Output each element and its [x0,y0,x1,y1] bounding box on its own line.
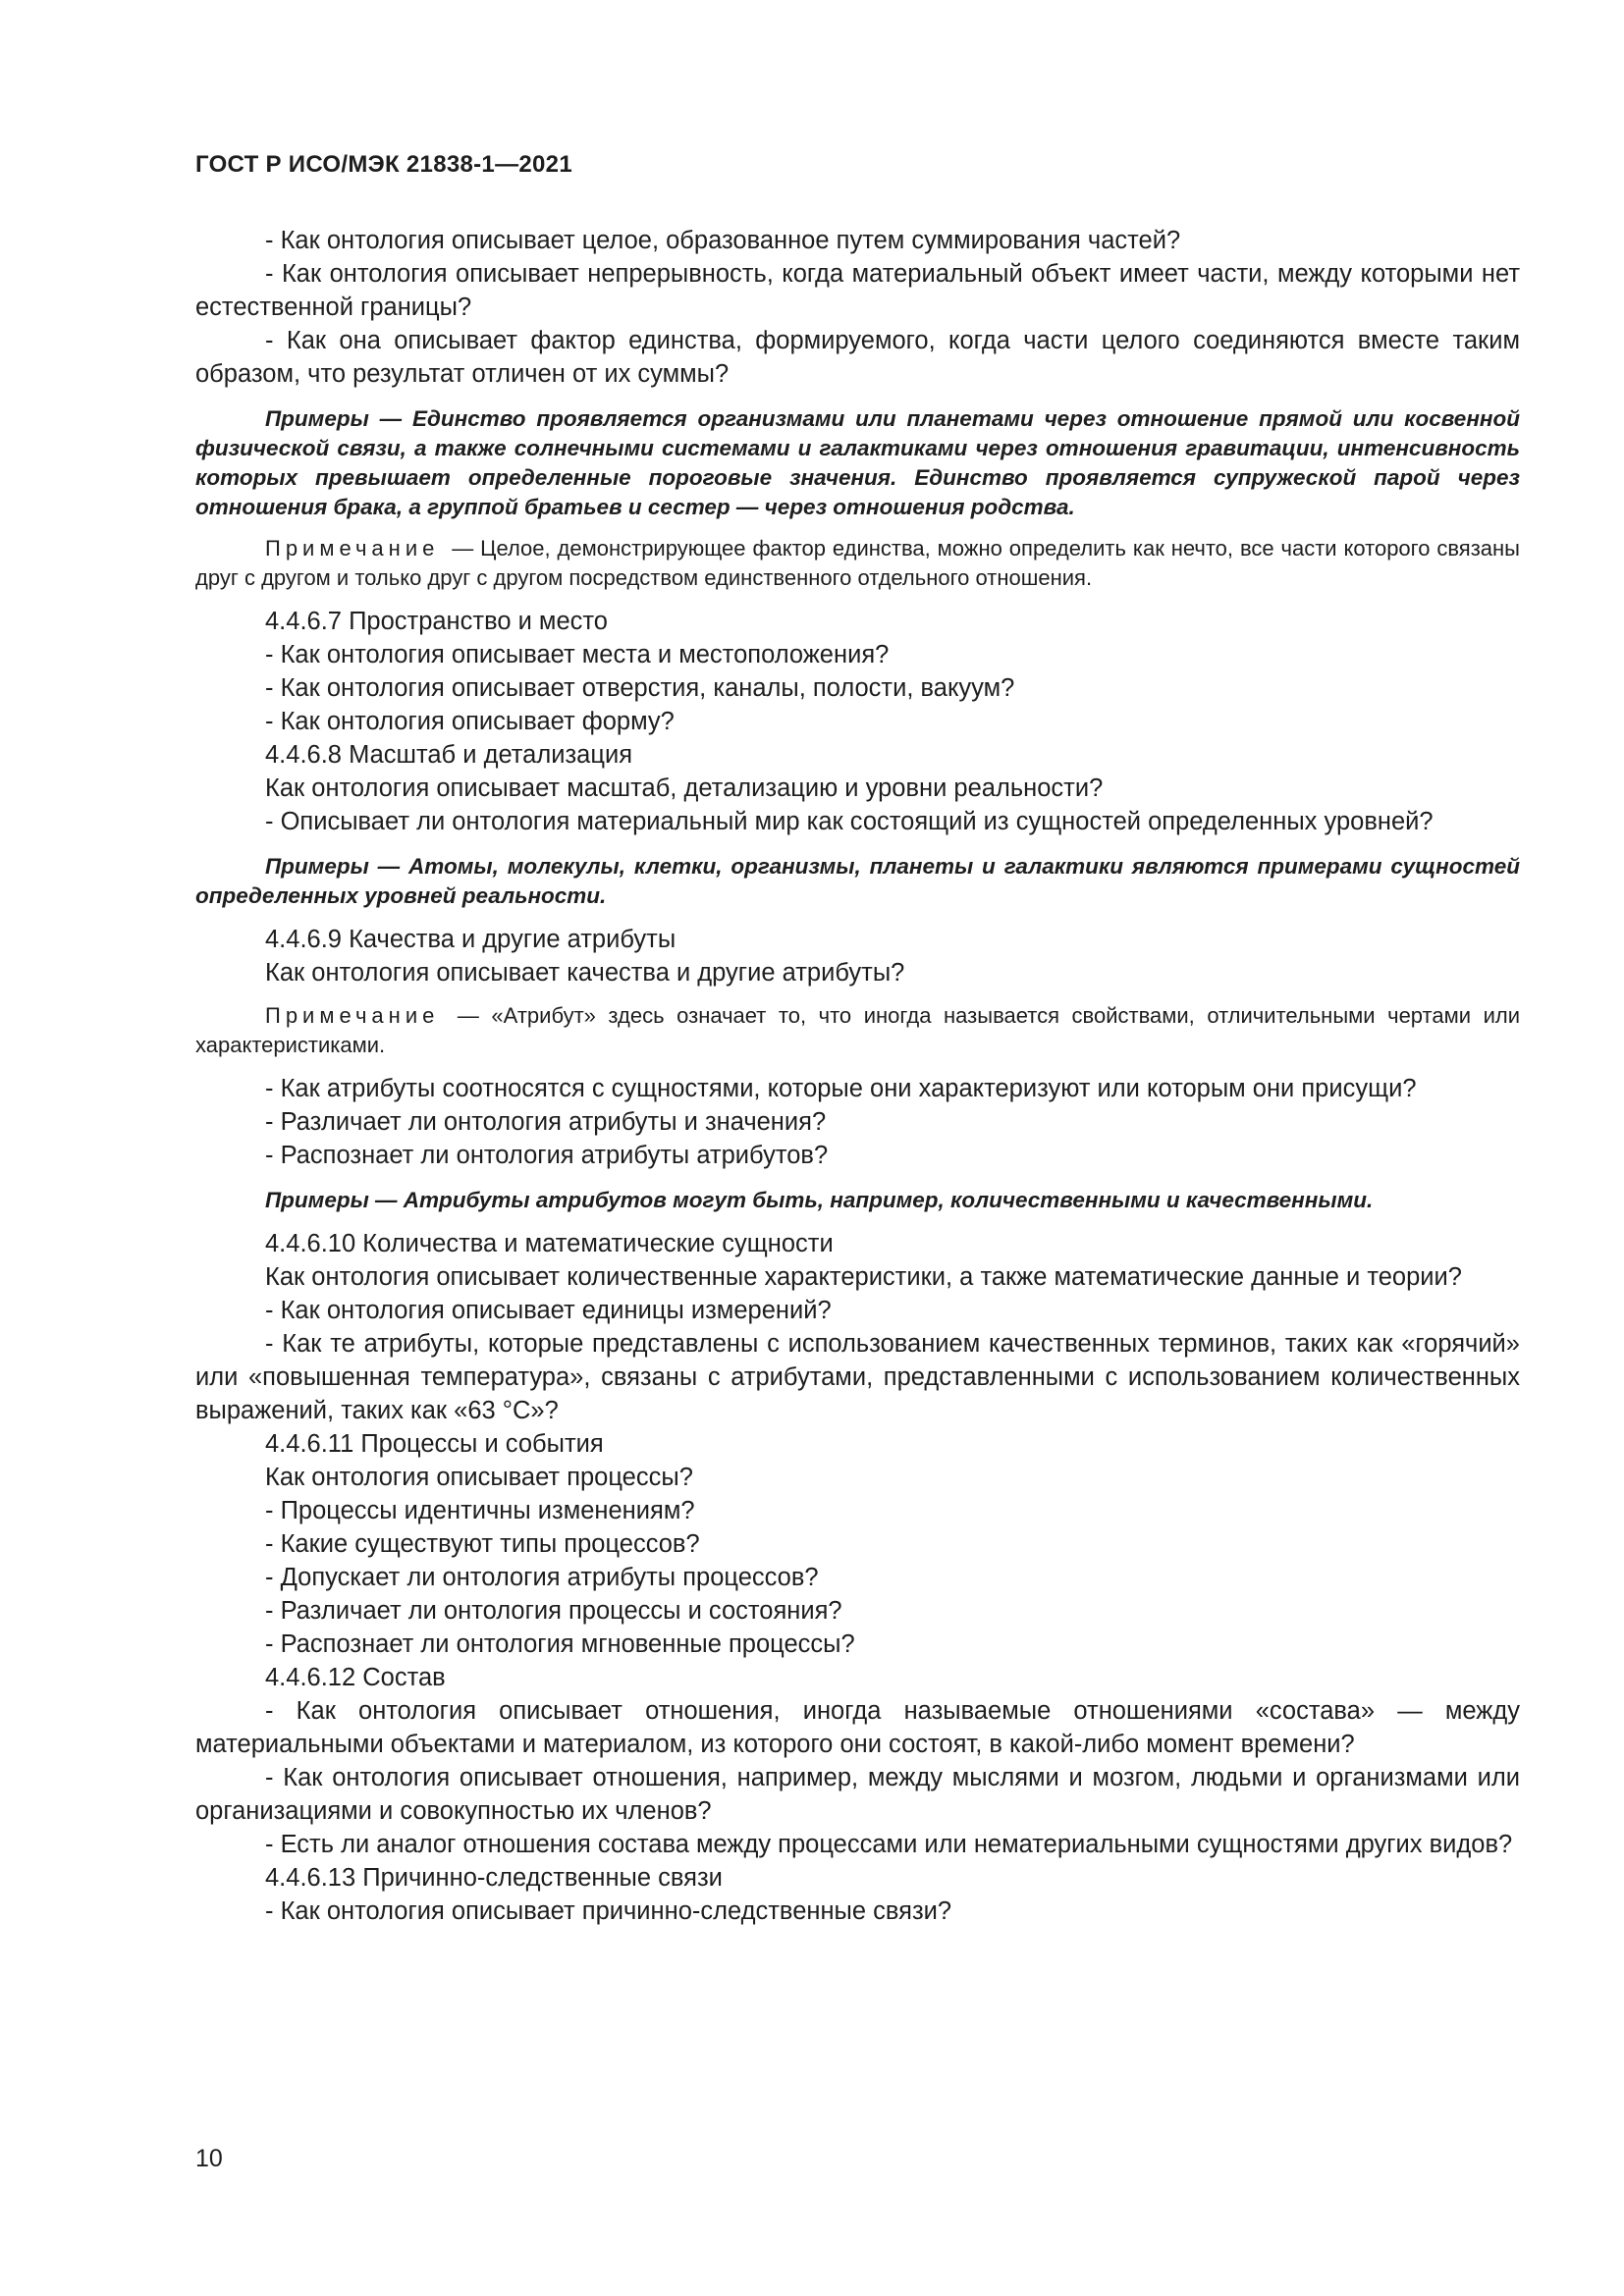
note-label: Примечание [265,1003,440,1028]
example-block: Примеры — Единство проявляется организмами или планетами через отношение прямой или косвенной физической связи, а также солнечными системами и галактиками через отношения гравитации, интенсивность которых превышает определенные пороговые значения. Единство проявляется супружеской парой через отношения брака, а группой братьев и сестер — через отношения родства. [195,406,1520,519]
bullet-item: - Как онтология описывает целое, образованное путем суммирования частей? [265,227,1181,254]
bullet-item: - Как онтология описывает места и местоположения? [265,641,890,668]
section-heading: 4.4.6.12 Состав [265,1664,446,1691]
bullet-item: - Как онтология описывает причинно-следственные связи? [265,1897,952,1925]
section-heading: 4.4.6.10 Количества и математические сущности [265,1230,834,1257]
document-header: ГОСТ Р ИСО/МЭК 21838-1—2021 [195,151,572,178]
bullet-item: - Как онтология описывает единицы измерений? [265,1297,832,1324]
example-block: Примеры — Атомы, молекулы, клетки, организмы, планеты и галактики являются примерами сущностей определенных уровней реальности. [195,854,1520,908]
bullet-item: - Как онтология описывает отверстия, каналы, полости, вакуум? [265,674,1015,702]
example-block: Примеры — Атрибуты атрибутов могут быть, например, количественными и качественными. [265,1188,1374,1212]
section-heading: 4.4.6.8 Масштаб и детализация [265,741,633,769]
bullet-item: - Как онтология описывает отношения, например, между мыслями и мозгом, людьми и организмами или организациями и совокупностью их членов? [195,1764,1520,1825]
page-number: 10 [195,2145,223,2172]
bullet-item: - Процессы идентичны изменениям? [265,1497,695,1524]
bullet-item: - Как она описывает фактор единства, формируемого, когда части целого соединяются вместе таким образом, что результат отличен от их суммы? [195,327,1520,388]
bullet-item: - Допускает ли онтология атрибуты процессов? [265,1564,819,1591]
bullet-item: - Есть ли аналог отношения состава между процессами или нематериальными сущностями других видов? [265,1831,1513,1858]
bullet-item: - Различает ли онтология процессы и состояния? [265,1597,842,1625]
note-text: — «Атрибут» здесь означает то, что иногда называется свойствами, отличительными чертами или характеристиками. [195,1003,1520,1057]
paragraph: Как онтология описывает количественные характеристики, а также математические данные и теории? [265,1263,1462,1291]
note-block [195,1001,1520,1060]
bullet-item: - Как онтология описывает отношения, иногда называемые отношениями «состава» — между материальными объектами и материалом, из которого они состоят, в какой-либо момент времени? [195,1697,1520,1758]
document-body [195,224,1520,1928]
bullet-item: - Как онтология описывает форму? [265,708,675,735]
paragraph: Как онтология описывает качества и другие атрибуты? [265,959,905,987]
section-heading: 4.4.6.13 Причинно-следственные связи [265,1864,723,1892]
section-heading: 4.4.6.7 Пространство и место [265,608,608,635]
bullet-item: - Как онтология описывает непрерывность, когда материальный объект имеет части, между которыми нет естественной границы? [195,260,1520,321]
note-label: Примечание [265,536,440,561]
bullet-item: - Описывает ли онтология материальный мир как состоящий из сущностей определенных уровней? [265,808,1434,835]
bullet-item: - Различает ли онтология атрибуты и значения? [265,1108,827,1136]
bullet-item: - Распознает ли онтология атрибуты атрибутов? [265,1142,829,1169]
paragraph: Как онтология описывает масштаб, детализацию и уровни реальности? [265,774,1104,802]
bullet-item: - Как атрибуты соотносятся с сущностями, которые они характеризуют или которым они присущи? [265,1075,1417,1102]
note-block [195,534,1520,593]
section-heading: 4.4.6.9 Качества и другие атрибуты [265,926,677,953]
bullet-item: - Как те атрибуты, которые представлены с использованием качественных терминов, таких как «горячий» или «повышенная температура», связаны с атрибутами, представленными с использованием количественных выражений, таких как «63 °С»? [195,1330,1520,1424]
bullet-item: - Какие существуют типы процессов? [265,1530,700,1558]
bullet-item: - Распознает ли онтология мгновенные процессы? [265,1630,855,1658]
section-heading: 4.4.6.11 Процессы и события [265,1430,604,1458]
note-text: — Целое, демонстрирующее фактор единства, можно определить как нечто, все части которого связаны друг с другом и только друг с другом посредством единственного отдельного отношения. [195,536,1520,590]
paragraph: Как онтология описывает процессы? [265,1464,693,1491]
